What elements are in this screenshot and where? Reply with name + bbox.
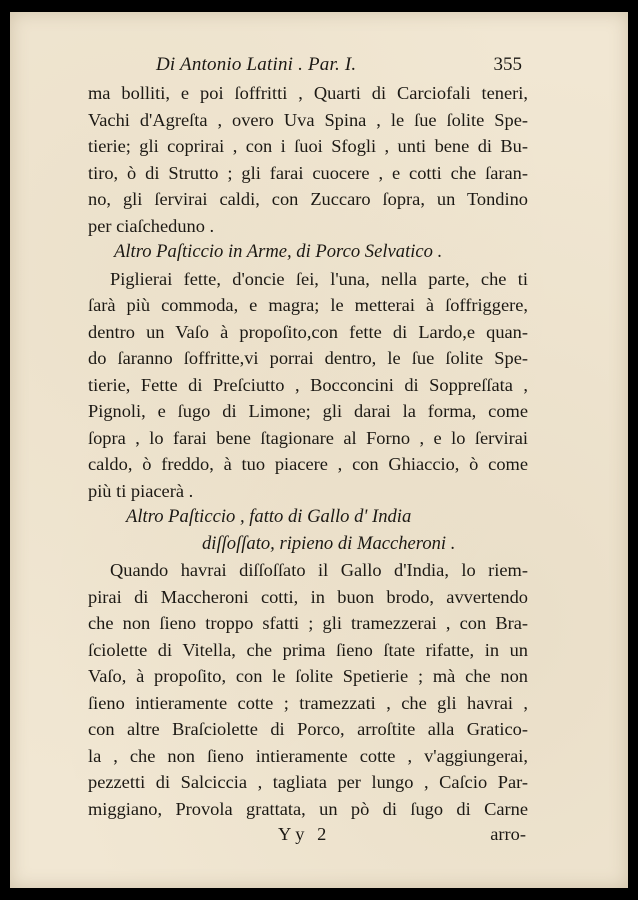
text-line: tierie; gli coprirai , con i ſuoi Sfogli , unti bene di Bu- [88, 136, 528, 156]
recipe-heading: Altro Paſticcio , fatto di Gallo d' India [126, 506, 412, 527]
text-line: no, gli ſervirai caldi, con Zuccaro ſopra, un Tondino [88, 189, 528, 209]
text-line: dentro un Vaſo à propoſito,con fette di Lardo,e quan- [88, 321, 528, 342]
text-line: pezzetti di Salciccia , tagliata per lungo , Caſcio Par- [88, 772, 528, 792]
text-line: ſieno intieramente cotte ; tramezzati , che gli havrai , [88, 692, 528, 713]
text-line: Quando havrai diſſoſſato il Gallo d'India, lo riem- [110, 560, 528, 580]
signature-mark: Yy 2 [278, 824, 331, 844]
recipe-paragraph [88, 557, 528, 822]
text-line: caldo, ò freddo, à tuo piacere , con Ghiaccio, ò come [88, 454, 528, 474]
text-line: ma bolliti, e poi ſoffritti , Quarti di Carciofali teneri, [88, 83, 528, 103]
page-number: 355 [493, 54, 522, 75]
text-line: più ti piacerà . [88, 480, 194, 501]
text-line: Pignoli, e ſugo di Limone; gli darai la forma, come [88, 401, 528, 421]
text-line: ſopra , lo farai bene ſtagionare al Forno , e lo ſervirai [88, 427, 528, 448]
text-line: per ciaſcheduno . [88, 215, 215, 236]
text-line: ſciolette di Vitella, che prima ſieno ſtate rifatte, in un [88, 639, 528, 660]
text-line: Vaſo, à propoſito, con le ſolite Spetierie ; mà che non [88, 666, 528, 686]
recipe-paragraph [88, 266, 528, 505]
text-line: miggiano, Provola grattata, un pò di ſugo di Carne [88, 798, 528, 819]
text-line: tierie, Fette di Preſciutto , Bocconcini di Soppreſſata , [88, 374, 528, 395]
text-line: pirai di Maccheroni cotti, in buon brodo, avvertendo [88, 586, 528, 607]
text-line: tiro, ò di Strutto ; gli farai cuocere , e cotti che ſaran- [88, 162, 528, 183]
catchword: arro- [490, 824, 526, 844]
text-line: do ſaranno ſoffritte,vi porrai dentro, le ſue ſolite Spe- [88, 348, 528, 368]
text-line: ſarà più commoda, e magra; le metterai à ſoffriggere, [88, 295, 528, 315]
paragraph-continuation [88, 80, 528, 239]
text-line: Piglierai fette, d'oncie ſei, l'una, nella parte, che ti [110, 268, 528, 289]
text-line: la , che non ſieno intieramente cotte , v'aggiungerai, [88, 745, 528, 766]
recipe-heading: Altro Paſticcio in Arme, di Porco Selvatico . [114, 241, 443, 262]
page-footer [88, 824, 528, 852]
text-line: Vachi d'Agreſta , overo Uva Spina , le ſue ſolite Spe- [88, 109, 528, 130]
text-line: che non ſieno troppo sfatti ; gli tramezzerai , con Bra- [88, 613, 528, 633]
text-line: con altre Braſciolette di Porco, arroſtite alla Gratico- [88, 719, 528, 739]
recipe-heading-continued: diſſoſſato, ripieno di Maccheroni . [202, 532, 456, 554]
running-title: Di Antonio Latini . Par. I. [156, 54, 357, 75]
page-text-area [88, 52, 528, 852]
page-header [88, 52, 528, 80]
book-page [10, 12, 628, 888]
